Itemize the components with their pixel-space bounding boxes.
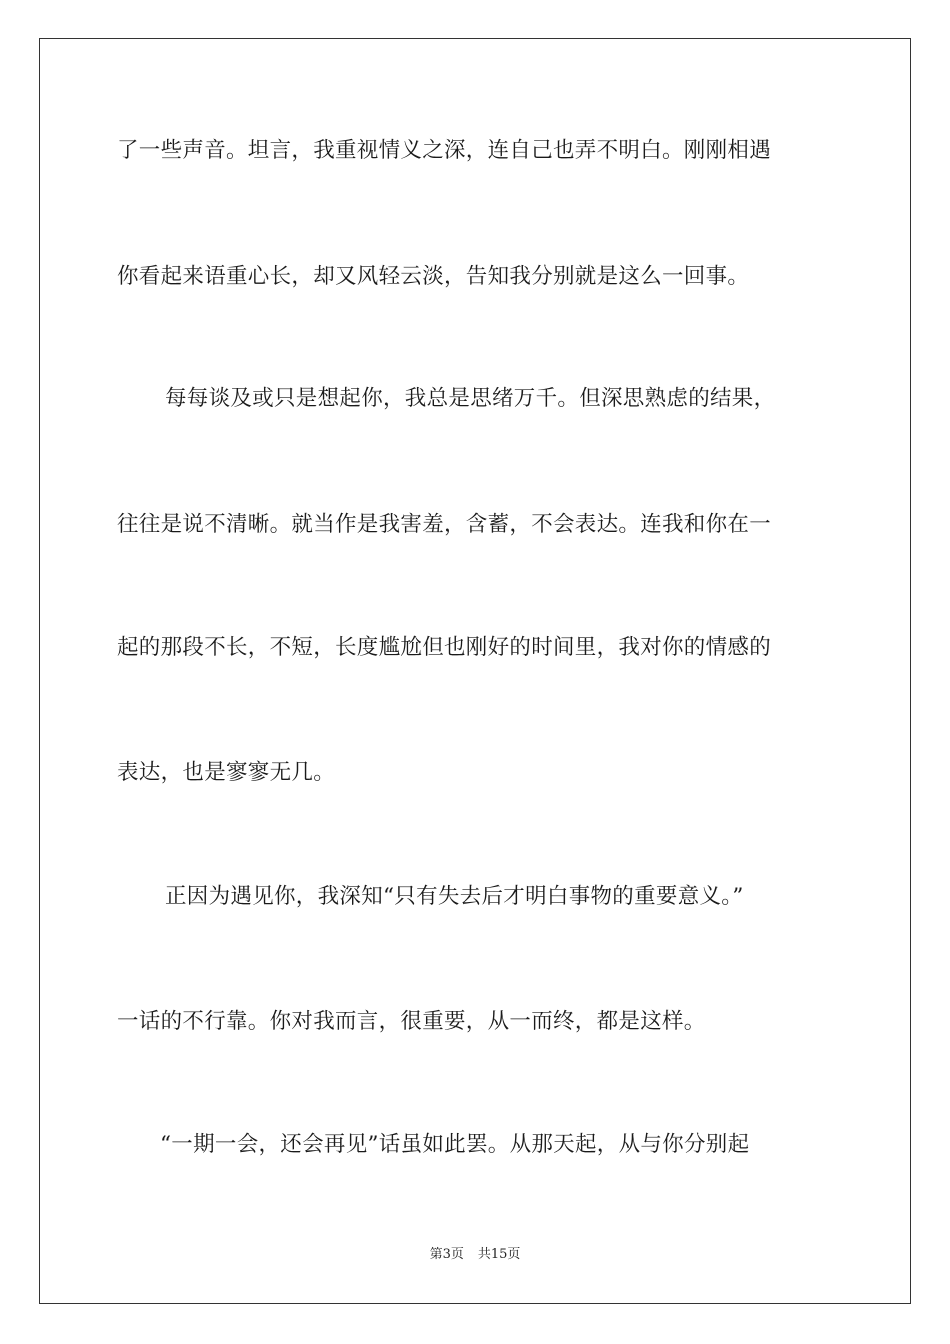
text-line-7: 正因为遇见你，我深知“只有失去后才明白事物的重要意义。”: [165, 884, 744, 909]
text-line-4: 往往是说不清晰。就当作是我害羞，含蓄，不会表达。连我和你在一: [117, 512, 772, 537]
page-number: 第3页: [429, 1247, 464, 1262]
text-line-1: 了一些声音。坦言，我重视情义之深，连自己也弄不明白。刚刚相遇: [117, 138, 772, 163]
text-line-9: “一期一会，还会再见”话虽如此罢。从那天起，从与你分别起: [160, 1132, 750, 1157]
text-line-5: 起的那段不长，不短，长度尴尬但也刚好的时间里，我对你的情感的: [117, 635, 772, 660]
text-line-3: 每每谈及或只是想起你，我总是思绪万千。但深思熟虑的结果，: [165, 386, 776, 411]
page-footer: [0, 1246, 950, 1264]
text-line-6: 表达，也是寥寥无几。: [117, 760, 336, 785]
text-line-2: 你看起来语重心长，却又风轻云淡，告知我分别就是这么一回事。: [117, 264, 750, 289]
page-border: [39, 38, 911, 1304]
text-line-8: 一话的不行靠。你对我而言，很重要，从一而终，都是这样。: [117, 1009, 706, 1034]
page-total: 共15页: [477, 1247, 521, 1262]
